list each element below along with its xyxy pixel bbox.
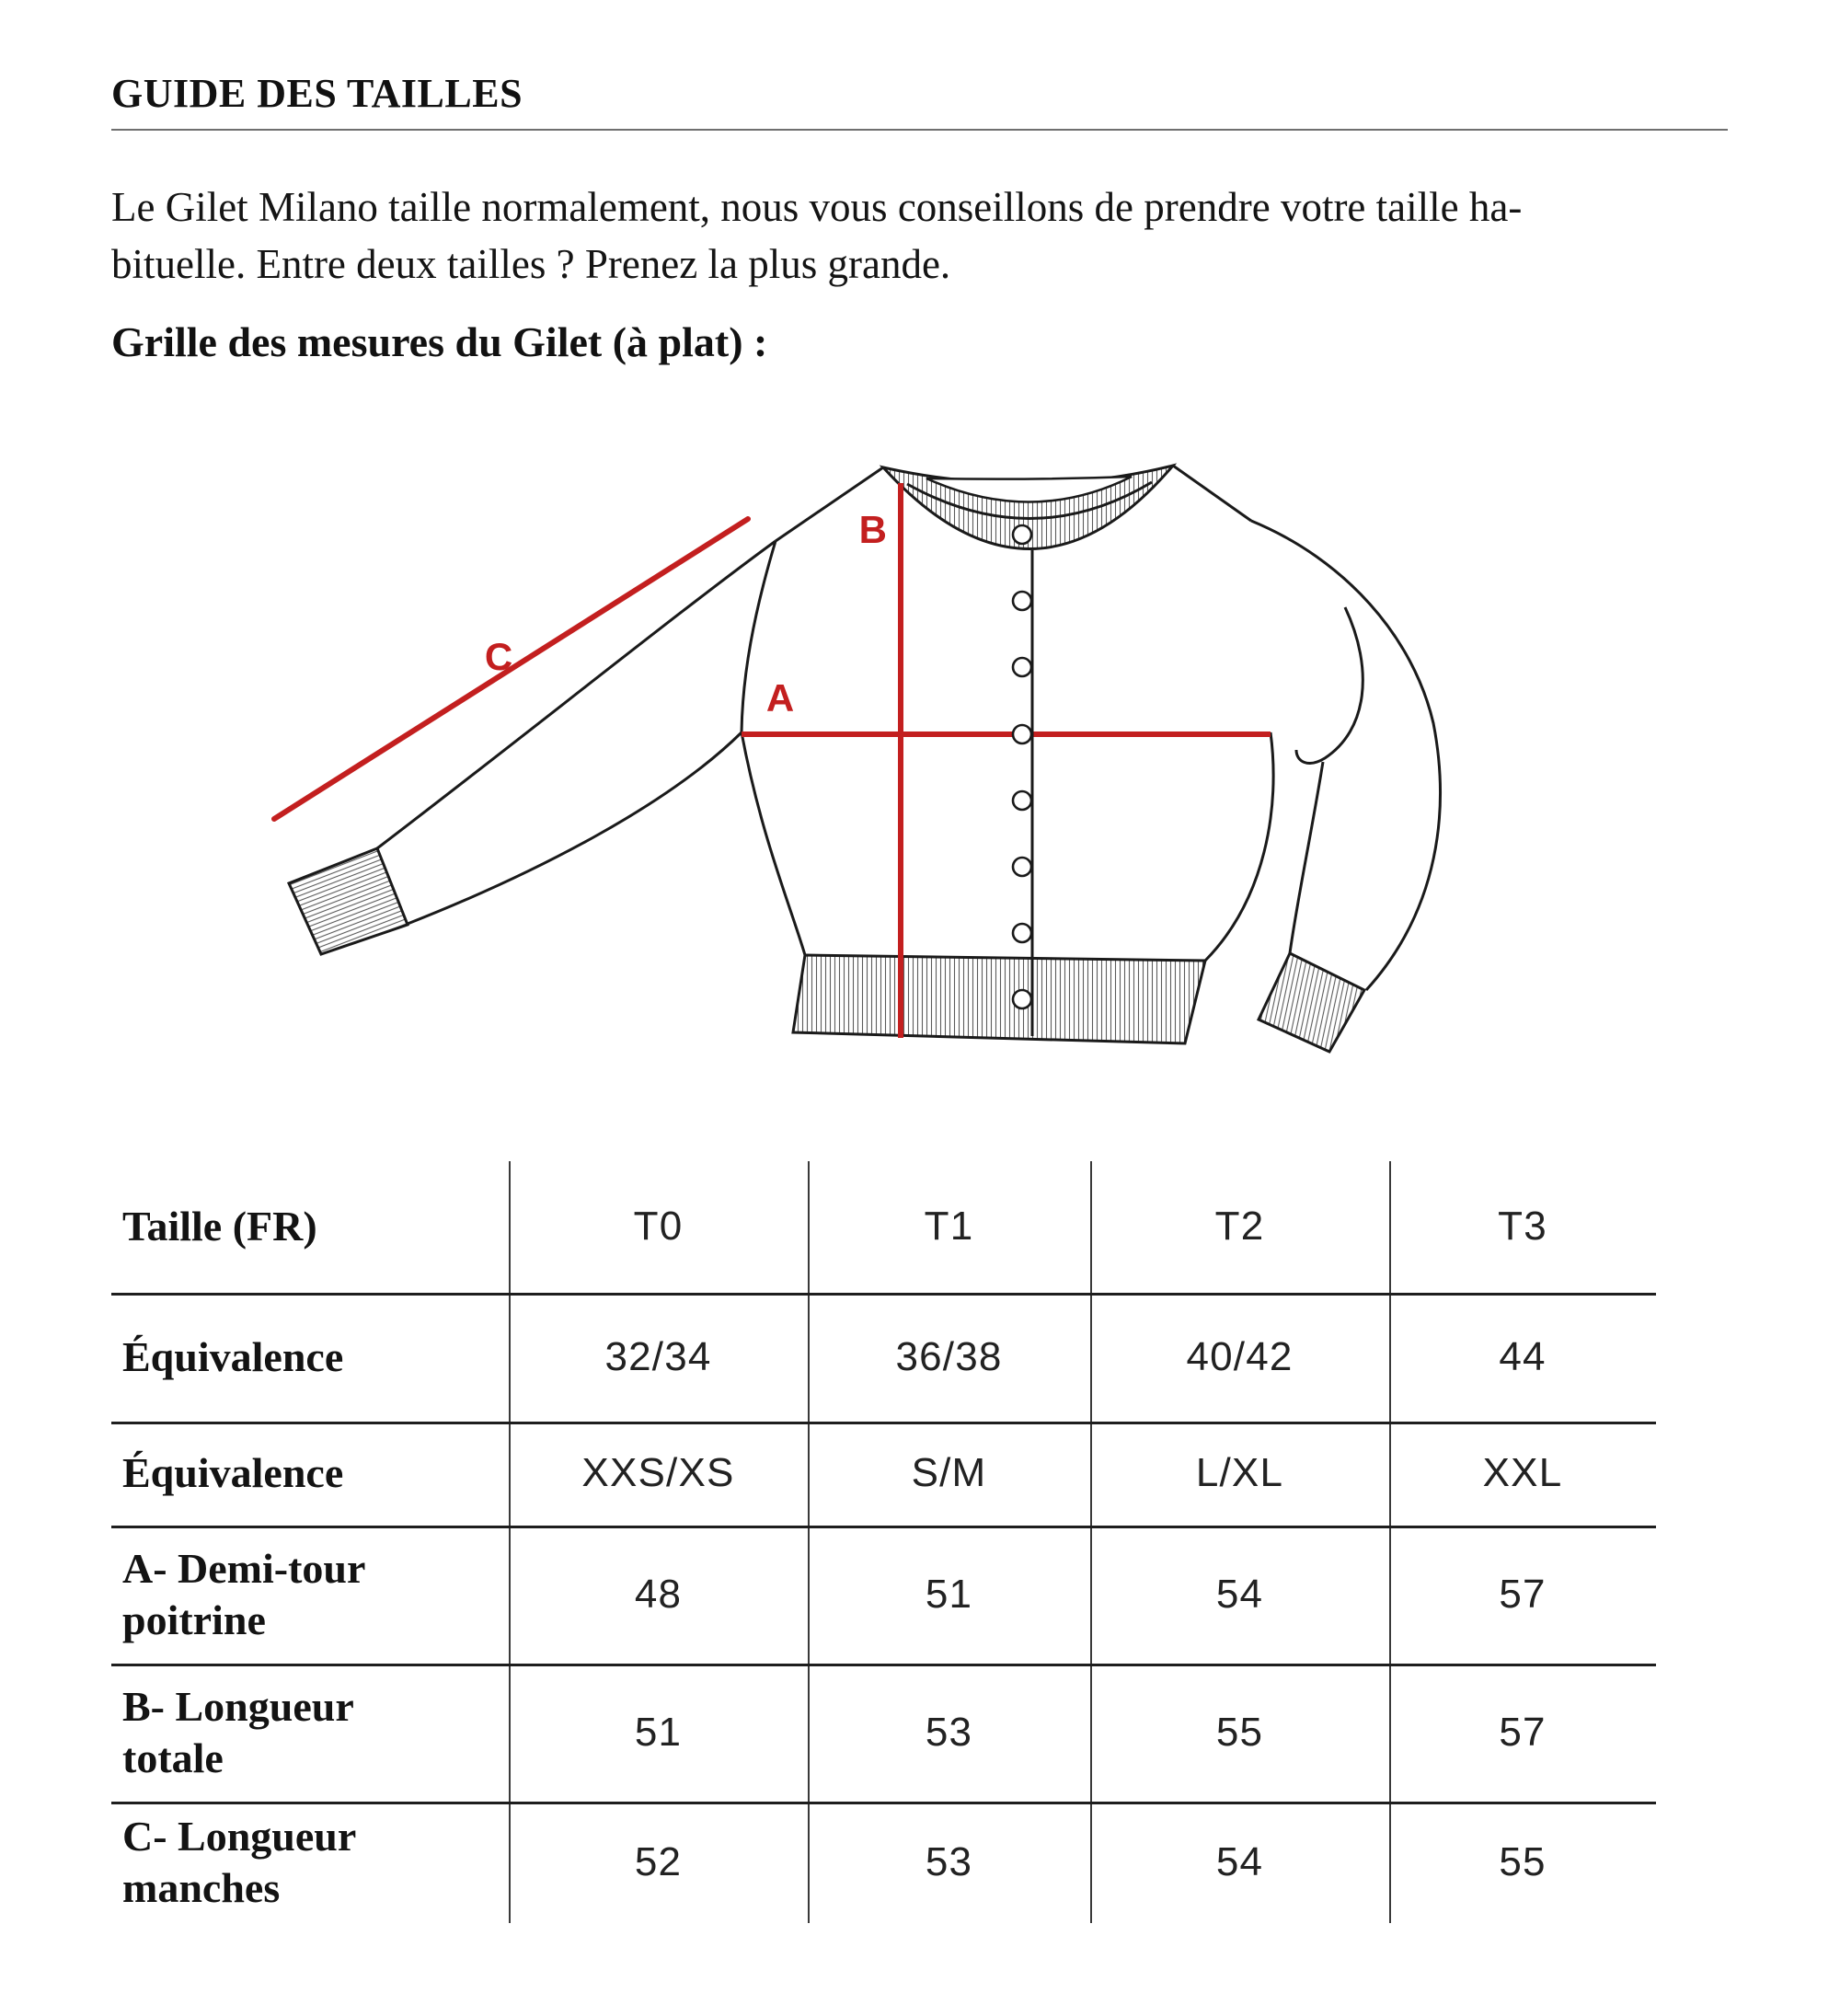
button-icon <box>1013 791 1031 810</box>
size-cell: S/M <box>911 1450 987 1496</box>
button-icon <box>1013 858 1031 876</box>
right-cuff <box>1259 953 1364 1052</box>
right-armscye-curve <box>1296 607 1363 763</box>
row-label-longueur-manches: C- Longueur manches <box>122 1812 356 1911</box>
size-cell: 54 <box>1215 1571 1264 1617</box>
intro-line-2: bituelle. Entre deux tailles ? Prenez la plus grande. <box>111 241 951 288</box>
size-cell: 40/42 <box>1186 1333 1294 1379</box>
size-cell: 53 <box>925 1838 973 1884</box>
size-cell: 36/38 <box>895 1333 1003 1379</box>
size-cell: XXS/XS <box>581 1450 735 1496</box>
size-cell: 55 <box>1499 1838 1547 1884</box>
size-cell: 48 <box>634 1571 683 1617</box>
size-cell: 32/34 <box>604 1333 712 1379</box>
size-table-grid <box>111 1161 1656 1923</box>
row-label-equivalence-fr: Équivalence <box>122 1332 344 1380</box>
row-label-taille: Taille (FR) <box>122 1203 317 1250</box>
size-cell: XXL <box>1482 1450 1563 1496</box>
button-icon <box>1013 592 1031 610</box>
body-left-edge <box>742 541 805 955</box>
button-icon <box>1013 525 1031 544</box>
size-cell: T0 <box>633 1204 684 1250</box>
measure-grid-heading: Grille des mesures du Gilet (à plat) : <box>111 318 768 365</box>
measurement-label-b: B <box>858 508 887 551</box>
measurement-label-c: C <box>484 635 513 678</box>
button-icon <box>1013 990 1031 1008</box>
size-table <box>111 1161 1656 1923</box>
body-right-edge <box>1205 732 1273 961</box>
measurement-label-a: A <box>765 676 795 720</box>
size-cell: T1 <box>924 1204 974 1250</box>
size-cell: L/XL <box>1195 1450 1284 1496</box>
button-icon <box>1013 924 1031 942</box>
size-cell: 53 <box>925 1709 973 1755</box>
left-sleeve-under-edge <box>408 732 742 924</box>
size-cell: 51 <box>634 1709 683 1755</box>
intro-paragraph <box>111 179 1767 293</box>
intro-line-1: Le Gilet Milano taille normalement, nous vous conseillons de prendre votre taille ha- <box>111 184 1523 230</box>
right-sleeve-inner-edge <box>1290 762 1323 953</box>
title-divider <box>111 129 1728 131</box>
size-cell: T3 <box>1498 1204 1547 1250</box>
size-cell: 57 <box>1499 1709 1547 1755</box>
button-row <box>1013 525 1031 1008</box>
size-cell: 57 <box>1499 1571 1547 1617</box>
row-label-longueur-totale: B- Longueur totale <box>122 1682 353 1781</box>
hem-band <box>793 955 1205 1043</box>
size-cell: 52 <box>634 1838 683 1884</box>
right-sleeve-outer-edge <box>1251 521 1440 990</box>
row-label-demi-tour-poitrine: A- Demi-tour poitrine <box>122 1544 365 1643</box>
left-cuff <box>289 848 408 954</box>
size-cell: 44 <box>1499 1333 1547 1379</box>
size-cell: 54 <box>1215 1838 1264 1884</box>
page-title: GUIDE DES TAILLES <box>111 71 523 116</box>
button-icon <box>1013 725 1031 743</box>
right-shoulder-seam <box>1173 466 1251 521</box>
size-cell: T2 <box>1214 1204 1265 1250</box>
size-cell: 55 <box>1215 1709 1264 1755</box>
row-label-equivalence-int: Équivalence <box>122 1449 344 1497</box>
button-icon <box>1013 658 1031 676</box>
left-sleeve-top-edge <box>377 541 776 848</box>
size-cell: 51 <box>925 1571 973 1617</box>
cardigan-flat-diagram <box>248 440 1444 1084</box>
